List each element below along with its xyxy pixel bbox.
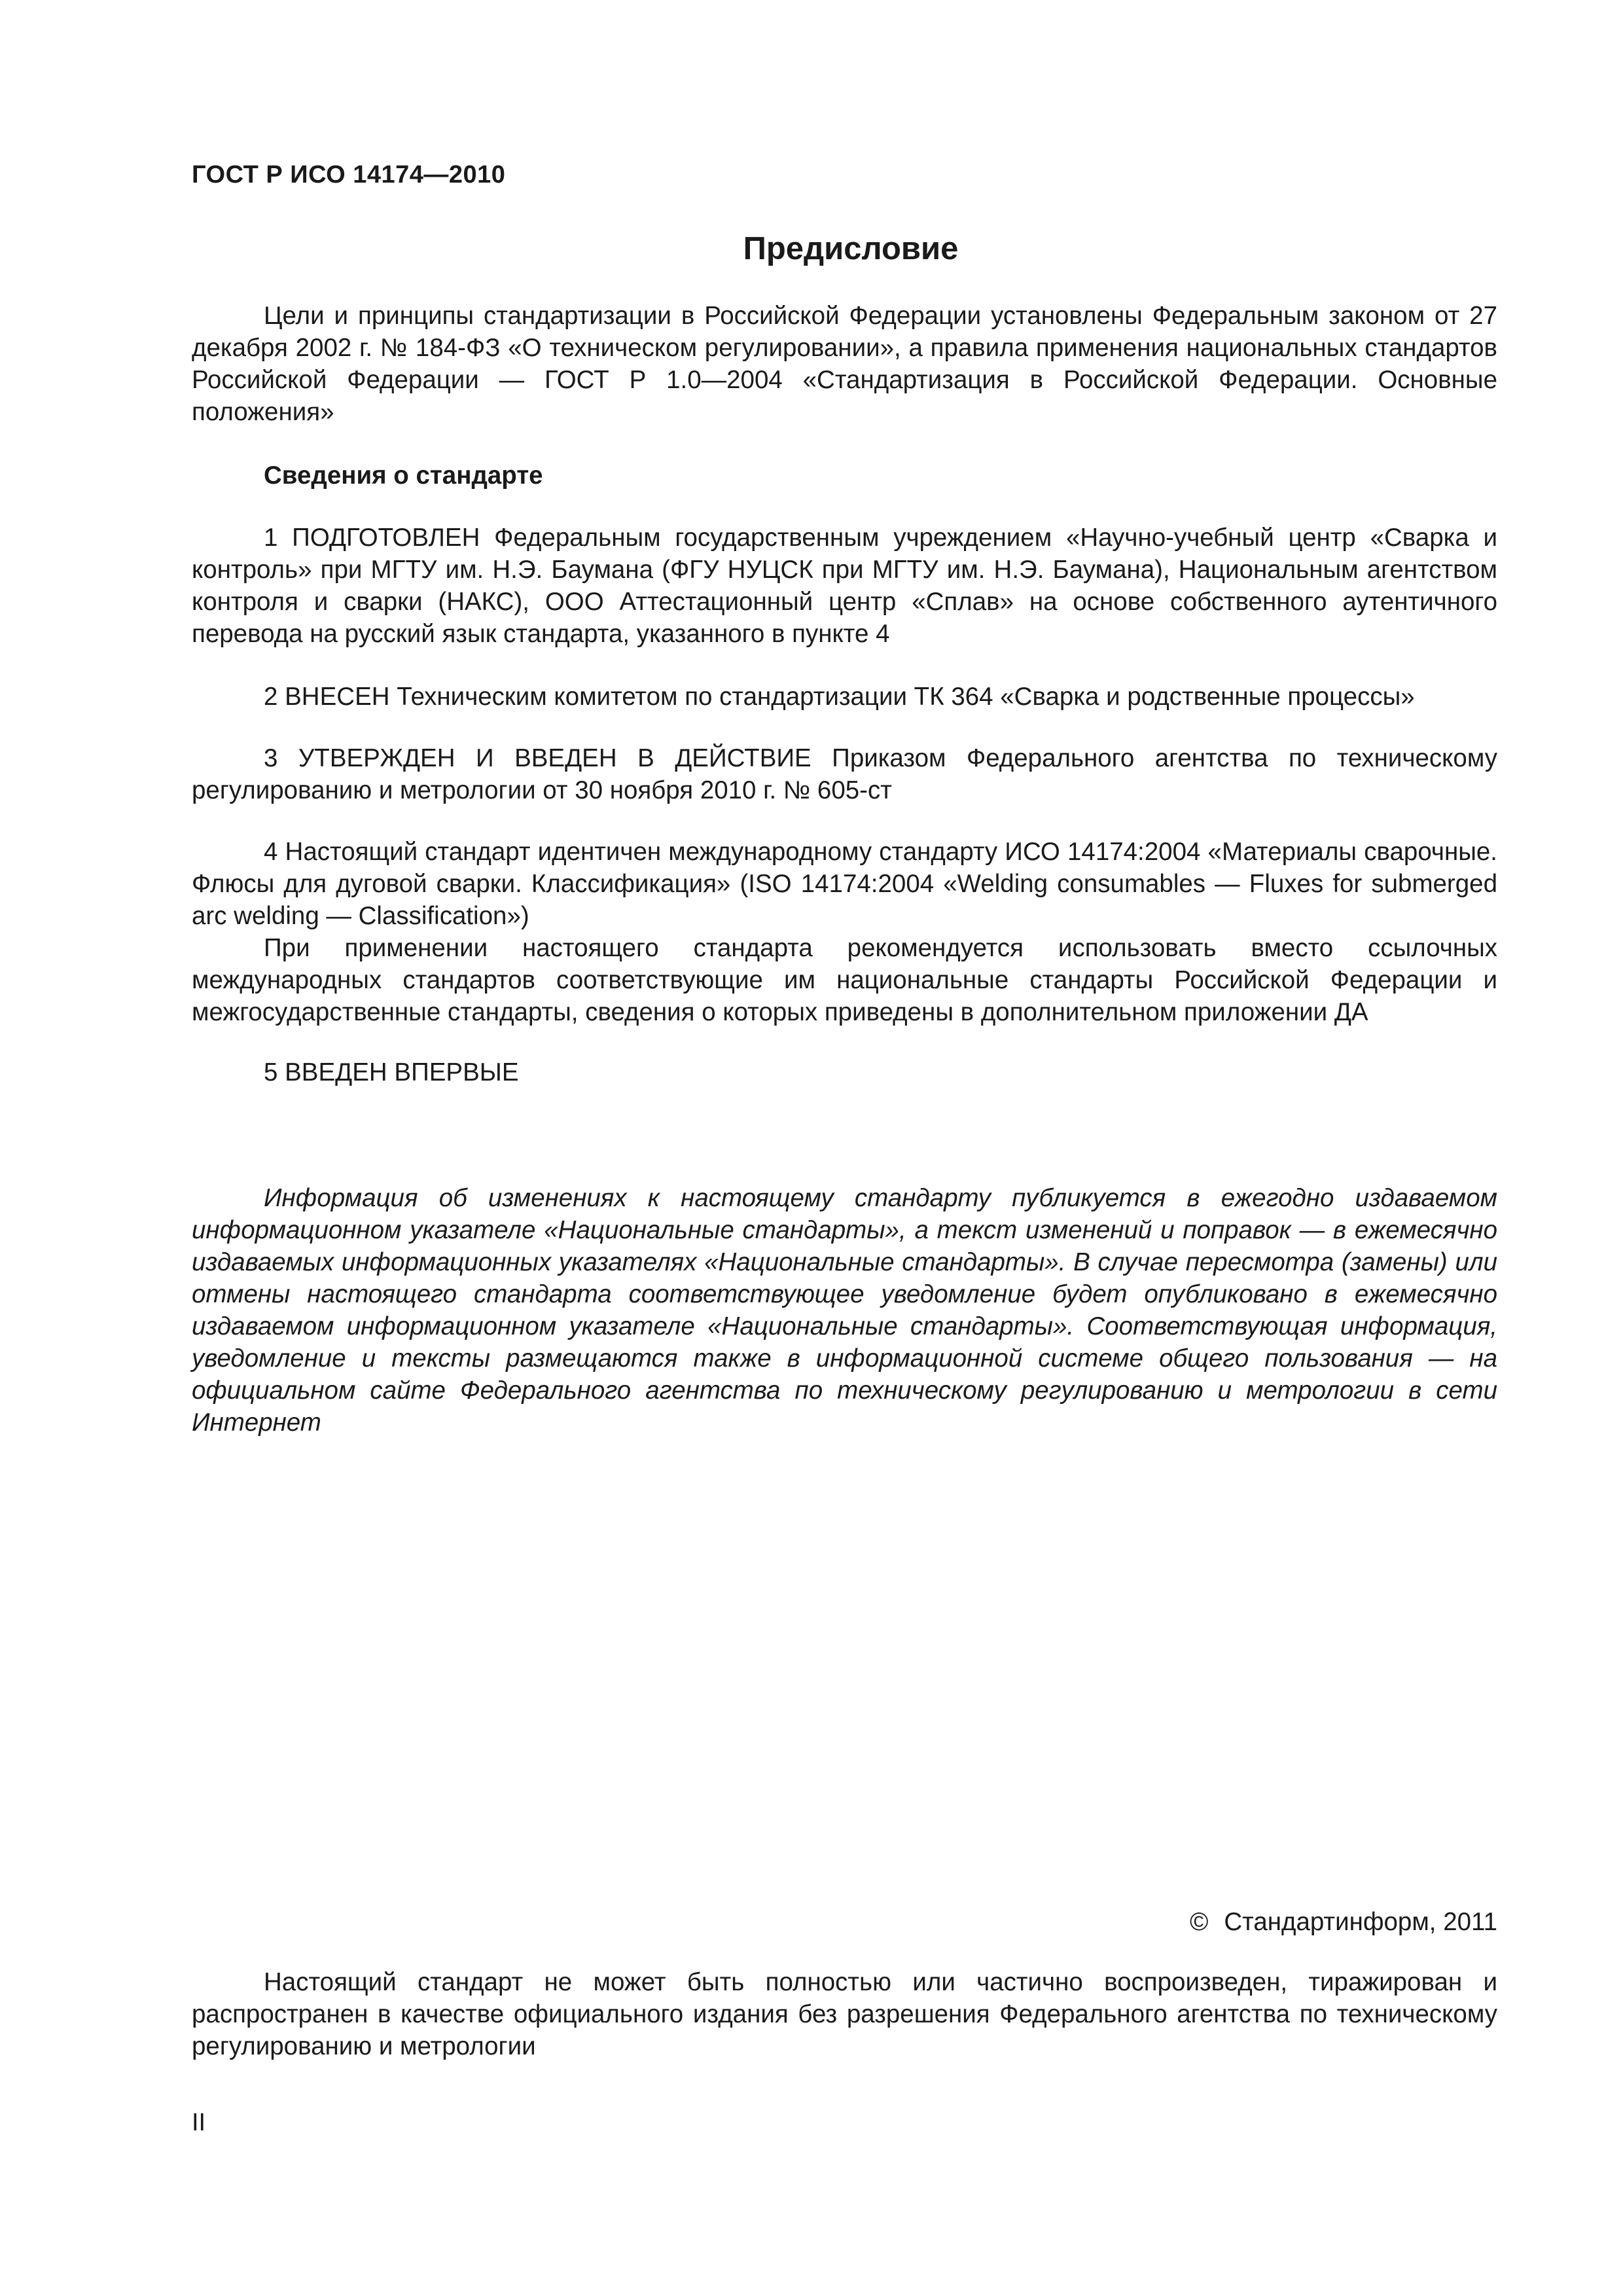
intro-paragraph: Цели и принципы стандартизации в Российской Федерации установлены Федеральным законом от 27 декабря 2002 г. № 184-ФЗ «О техническом регулировании», а правила применения национальных стандартов Российской Федерации — ГОСТ Р 1.0—2004 «Стандартизация в Российской Федерации. Основные положения» [192, 302, 1497, 426]
copyright-symbol: © [1189, 1908, 1209, 1936]
standard-info-heading: Сведения о стандарте [264, 461, 543, 490]
document-code: ГОСТ Р ИСО 14174—2010 [192, 161, 506, 188]
standard-info-item-2: 2 ВНЕСЕН Техническим комитетом по стандартизации ТК 364 «Сварка и родственные процессы» [264, 683, 1415, 711]
page-number: II [192, 2109, 206, 2136]
standard-info-item-5: 5 ВВЕДЕН ВПЕРВЫЕ [264, 1058, 519, 1086]
standard-info-item-4-note: При применении настоящего стандарта рекомендуется использовать вместо ссылочных международных стандартов соответствующие им национальные стандарты Российской Федерации и межгосударственные стандарты, сведения о которых приведены в дополнительном приложении ДА [192, 934, 1497, 1026]
copyright-text: Стандартинформ, 2011 [1224, 1908, 1497, 1936]
changes-notice: Информация об изменениях к настоящему стандарту публикуется в ежегодно издаваемом информационном указателе «Национальные стандарты», а текст изменений и поправок — в ежемесячно издаваемых информационных указателях «Национальные стандарты». В случае пересмотра (замены) или отмены настоящего стандарта соответствующее уведомление будет опубликовано в ежемесячно издаваемом информационном указателе «Национальные стандарты». Соответствующая информация, уведомление и тексты размещаются также в информационной системе общего пользования — на официальном сайте Федерального агентства по техническому регулированию и метрологии в сети Интернет [192, 1184, 1497, 1437]
standard-info-item-4: 4 Настоящий стандарт идентичен международному стандарту ИСО 14174:2004 «Материалы сварочные. Флюсы для дуговой сварки. Классификация» (ISO 14174:2004 «Welding consumables — Fluxes for submerged arc welding — Classification») [192, 838, 1497, 930]
copyright-line [1190, 1908, 1497, 1937]
standard-info-item-1: 1 ПОДГОТОВЛЕН Федеральным государственным учреждением «Научно-учебный центр «Сварка и контроль» при МГТУ им. Н.Э. Баумана (ФГУ НУЦСК при МГТУ им. Н.Э. Баумана), Национальным агентством контроля и сварки (НАКС), ООО Аттестационный центр «Сплав» на основе собственного аутентичного перевода на русский язык стандарта, указанного в пункте 4 [192, 524, 1497, 648]
page-title: Предисловие [743, 231, 959, 266]
standard-info-item-3: 3 УТВЕРЖДЕН И ВВЕДЕН В ДЕЙСТВИЕ Приказом Федерального агентства по техническому регулированию и метрологии от 30 ноября 2010 г. № 605-ст [192, 744, 1497, 804]
reproduction-notice: Настоящий стандарт не может быть полностью или частично воспроизведен, тиражирован и распространен в качестве официального издания без разрешения Федерального агентства по техническому регулированию и метрологии [192, 1968, 1497, 2060]
